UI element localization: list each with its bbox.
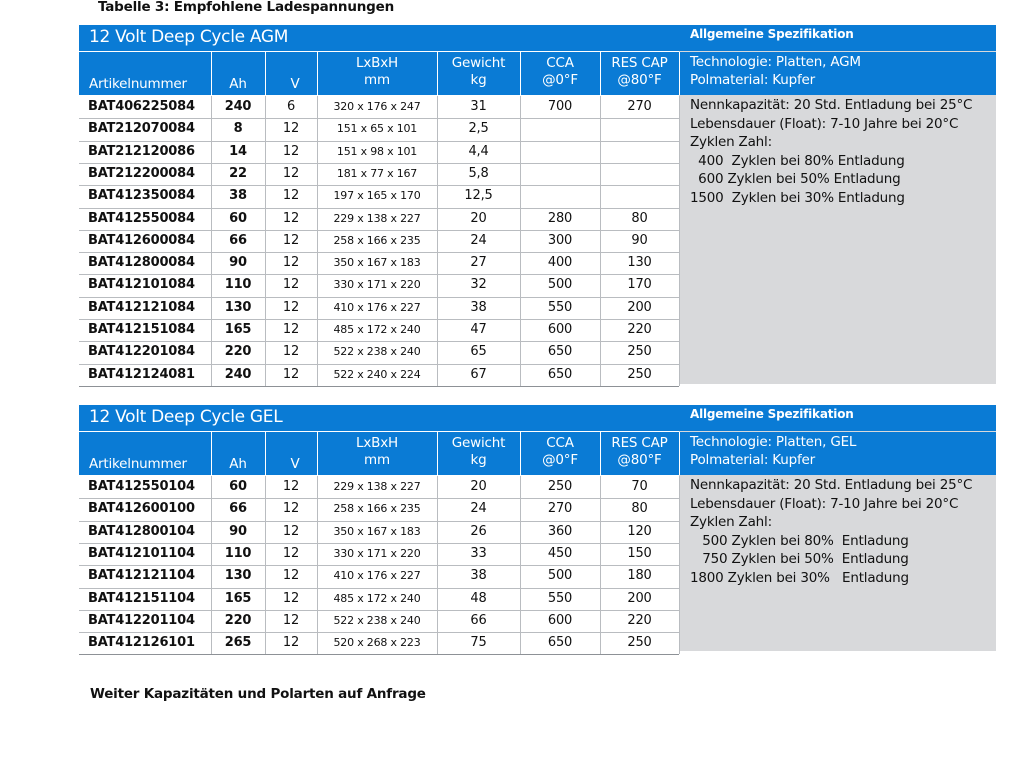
cell-v: 12 xyxy=(282,366,300,382)
cell-v: 12 xyxy=(282,523,300,539)
table-row xyxy=(79,297,679,319)
cell-weight: 24 xyxy=(470,501,487,517)
spec-line: 500 Zyklen bei 80% Entladung xyxy=(690,532,909,549)
header-divider xyxy=(679,52,680,95)
cell-rescap: 200 xyxy=(627,299,652,315)
cell-weight: 4,4 xyxy=(468,143,489,159)
cell-artikel: BAT412201104 xyxy=(88,612,195,628)
gel-technology xyxy=(690,433,856,469)
header-divider xyxy=(211,432,212,475)
row-divider xyxy=(79,141,679,142)
cell-rescap: 270 xyxy=(627,99,652,114)
gel-header-row xyxy=(79,432,996,475)
cell-rescap: 250 xyxy=(627,344,652,360)
cell-ah: 8 xyxy=(233,121,243,137)
cell-artikel: BAT212200084 xyxy=(88,165,195,181)
cell-dims: 485 x 172 x 240 xyxy=(333,591,421,605)
gel-pole-line: Polmaterial: Kupfer xyxy=(690,452,815,468)
cell-dims: 350 x 167 x 183 xyxy=(333,256,421,270)
spec-line: 400 Zyklen bei 80% Entladung xyxy=(690,152,905,169)
cell-cca xyxy=(520,185,600,207)
table-row xyxy=(79,185,679,207)
column-divider xyxy=(317,96,318,386)
cell-ah: 90 xyxy=(229,255,247,271)
spec-line: Zyklen Zahl: xyxy=(690,134,772,150)
spec-line: Lebensdauer (Float): 7-10 Jahre bei 20°C xyxy=(690,495,959,512)
cell-dims: 520 x 268 x 223 xyxy=(333,636,421,650)
header-divider xyxy=(520,432,521,475)
cell-rescap xyxy=(600,118,679,140)
cell-cca xyxy=(520,118,600,140)
cell-ah: 110 xyxy=(224,277,252,293)
cell-dims: 330 x 171 x 220 xyxy=(333,546,421,560)
cell-rescap: 220 xyxy=(627,322,652,337)
cell-artikel: BAT412350084 xyxy=(88,188,195,204)
agm-table xyxy=(79,25,996,384)
column-divider xyxy=(437,96,438,386)
cell-artikel: BAT412201084 xyxy=(88,344,195,360)
col-header-ah: Ah xyxy=(229,456,247,472)
cell-rescap xyxy=(600,185,679,207)
cell-artikel: BAT412101084 xyxy=(88,277,195,293)
cell-v: 12 xyxy=(282,322,300,337)
cell-dims: 485 x 172 x 240 xyxy=(333,323,421,336)
agm-technology-line: Technologie: Platten, AGM xyxy=(690,54,861,70)
cell-cca: 400 xyxy=(547,255,573,271)
cell-weight: 31 xyxy=(470,99,487,114)
row-divider xyxy=(79,274,679,275)
row-divider xyxy=(79,208,679,209)
cell-v: 12 xyxy=(282,568,300,584)
cell-v: 12 xyxy=(282,255,300,271)
cell-weight: 38 xyxy=(470,568,487,584)
cell-cca: 500 xyxy=(547,568,573,584)
table-row xyxy=(79,632,679,654)
cell-v: 12 xyxy=(282,590,300,606)
cell-rescap: 80 xyxy=(631,501,648,517)
table-row xyxy=(79,341,679,363)
cell-cca: 600 xyxy=(547,322,573,337)
row-divider xyxy=(79,319,679,320)
cell-weight: 5,8 xyxy=(468,165,489,181)
cell-artikel: BAT412600100 xyxy=(88,501,195,517)
row-divider xyxy=(79,521,679,522)
cell-cca: 550 xyxy=(547,299,573,315)
spec-line: 750 Zyklen bei 50% Entladung xyxy=(690,551,909,567)
cell-artikel: BAT412121104 xyxy=(88,568,195,584)
cell-weight: 47 xyxy=(470,322,487,337)
table-row xyxy=(79,364,679,386)
column-divider xyxy=(317,476,318,654)
cell-rescap: 250 xyxy=(627,635,652,651)
header-divider xyxy=(520,52,521,95)
column-divider xyxy=(437,476,438,654)
cell-dims: 522 x 238 x 240 xyxy=(333,345,421,359)
cell-dims: 229 x 138 x 227 xyxy=(333,211,421,225)
cell-cca: 700 xyxy=(547,99,573,114)
table-row xyxy=(79,543,679,565)
cell-rescap: 200 xyxy=(627,590,652,606)
row-divider xyxy=(79,252,679,253)
cell-dims: 229 x 138 x 227 xyxy=(333,480,421,493)
cell-rescap: 70 xyxy=(631,479,648,494)
cell-cca: 500 xyxy=(547,277,573,293)
cell-dims: 410 x 176 x 227 xyxy=(333,300,421,314)
cell-cca xyxy=(520,141,600,163)
cell-artikel: BAT412121084 xyxy=(88,299,195,315)
cell-rescap: 170 xyxy=(627,277,652,293)
agm-title: 12 Volt Deep Cycle AGM xyxy=(89,27,289,47)
cell-weight: 67 xyxy=(470,366,487,382)
column-divider xyxy=(679,96,680,386)
cell-artikel: BAT412101104 xyxy=(88,545,195,561)
cell-artikel: BAT412151084 xyxy=(88,322,195,337)
cell-weight: 38 xyxy=(470,299,487,315)
cell-v: 12 xyxy=(282,299,300,315)
cell-dims: 151 x 65 x 101 xyxy=(336,122,418,136)
gel-title: 12 Volt Deep Cycle GEL xyxy=(89,407,283,427)
row-divider xyxy=(79,498,679,499)
agm-spec-title: Allgemeine Spezifikation xyxy=(690,27,854,41)
col-header-artikel: Artikelnummer xyxy=(89,456,187,472)
cell-v: 12 xyxy=(282,188,300,204)
gel-technology-line: Technologie: Platten, GEL xyxy=(690,434,857,450)
table-row xyxy=(79,96,679,118)
cell-artikel: BAT212120086 xyxy=(88,143,195,159)
cell-dims: 522 x 240 x 224 xyxy=(333,367,421,381)
row-divider xyxy=(79,341,679,342)
row-divider xyxy=(79,543,679,544)
cell-ah: 66 xyxy=(229,232,247,248)
gel-spec-title: Allgemeine Spezifikation xyxy=(690,407,854,421)
cell-v: 12 xyxy=(282,635,300,651)
cell-ah: 265 xyxy=(224,635,252,651)
cell-v: 12 xyxy=(282,232,300,248)
cell-weight: 20 xyxy=(470,210,487,226)
spec-line: 1500 Zyklen bei 30% Entladung xyxy=(690,189,905,206)
header-divider xyxy=(265,52,266,95)
column-divider xyxy=(520,96,521,386)
cell-v: 12 xyxy=(282,344,300,360)
col-header-weight: Gewicht kg xyxy=(451,55,506,88)
table-row xyxy=(79,565,679,587)
cell-rescap: 220 xyxy=(627,612,652,628)
cell-cca: 600 xyxy=(547,612,573,628)
table-row xyxy=(79,274,679,296)
cell-weight: 32 xyxy=(470,277,487,293)
cell-cca xyxy=(520,163,600,185)
table-row xyxy=(79,118,679,140)
gel-table xyxy=(79,405,996,651)
cell-ah: 220 xyxy=(224,612,252,628)
cell-cca: 360 xyxy=(547,523,573,539)
cell-v: 12 xyxy=(282,121,300,137)
cell-ah: 22 xyxy=(229,165,247,181)
header-divider xyxy=(265,432,266,475)
table-row xyxy=(79,498,679,520)
gel-title-bar xyxy=(79,405,996,431)
cell-rescap: 80 xyxy=(631,210,648,226)
cell-weight: 20 xyxy=(470,479,487,494)
col-header-rescap: RES CAP @80°F xyxy=(611,55,668,88)
cell-rescap: 90 xyxy=(631,232,648,248)
header-divider xyxy=(437,432,438,475)
cell-dims: 197 x 165 x 170 xyxy=(333,189,421,203)
row-divider xyxy=(79,364,679,365)
cell-ah: 240 xyxy=(224,99,252,114)
cell-v: 12 xyxy=(282,165,300,181)
cell-artikel: BAT412800084 xyxy=(88,255,195,271)
cell-v: 12 xyxy=(282,277,300,293)
column-divider xyxy=(265,96,266,386)
table-row xyxy=(79,521,679,543)
cell-dims: 522 x 238 x 240 xyxy=(333,613,421,627)
cell-rescap: 180 xyxy=(627,568,652,584)
cell-dims: 410 x 176 x 227 xyxy=(333,569,421,583)
table-bottom-border xyxy=(79,654,679,655)
row-divider xyxy=(79,610,679,611)
row-divider xyxy=(79,588,679,589)
column-divider xyxy=(600,476,601,654)
table-bottom-border xyxy=(79,386,679,387)
cell-dims: 330 x 171 x 220 xyxy=(333,278,421,292)
header-divider xyxy=(317,432,318,475)
spec-line: Lebensdauer (Float): 7-10 Jahre bei 20°C xyxy=(690,115,959,132)
cell-ah: 130 xyxy=(224,568,252,584)
agm-title-bar xyxy=(79,25,996,51)
cell-artikel: BAT212070084 xyxy=(88,121,195,137)
spec-line: Nennkapazität: 20 Std. Entladung bei 25°C xyxy=(690,97,973,113)
col-header-weight: Gewicht kg xyxy=(451,435,506,468)
cell-cca: 550 xyxy=(547,590,573,606)
column-divider xyxy=(600,96,601,386)
cell-cca: 270 xyxy=(547,501,573,517)
table-row xyxy=(79,319,679,341)
cell-v: 12 xyxy=(282,545,300,561)
gel-spec-text xyxy=(690,476,972,587)
row-divider xyxy=(79,297,679,298)
cell-v: 6 xyxy=(286,99,296,114)
cell-ah: 220 xyxy=(224,344,252,360)
cell-cca: 450 xyxy=(547,545,573,561)
spec-line: 600 Zyklen bei 50% Entladung xyxy=(690,171,901,187)
agm-technology xyxy=(690,53,861,89)
col-header-v: V xyxy=(290,76,300,92)
cell-weight: 27 xyxy=(470,255,487,271)
table-row xyxy=(79,163,679,185)
cell-artikel: BAT412124081 xyxy=(88,366,195,382)
cell-cca: 650 xyxy=(547,635,573,651)
cell-rescap: 120 xyxy=(627,523,652,539)
cell-weight: 66 xyxy=(470,612,487,628)
cell-dims: 350 x 167 x 183 xyxy=(333,524,421,538)
cell-weight: 2,5 xyxy=(468,121,489,137)
cell-weight: 24 xyxy=(470,232,487,248)
col-header-cca: CCA @0°F xyxy=(542,55,578,88)
table-row xyxy=(79,588,679,610)
cell-rescap: 250 xyxy=(627,366,652,382)
header-divider xyxy=(600,52,601,95)
cell-cca: 280 xyxy=(547,210,573,226)
cell-artikel: BAT412550104 xyxy=(88,479,195,494)
cell-ah: 38 xyxy=(229,188,247,204)
cell-ah: 130 xyxy=(224,299,252,315)
cell-rescap: 130 xyxy=(627,255,652,271)
cell-weight: 48 xyxy=(470,590,487,606)
cell-ah: 90 xyxy=(229,523,247,539)
cell-weight: 75 xyxy=(470,635,487,651)
cell-ah: 60 xyxy=(229,479,247,494)
row-divider xyxy=(79,163,679,164)
cell-v: 12 xyxy=(282,479,300,494)
agm-spec-text xyxy=(690,96,972,207)
cell-cca: 650 xyxy=(547,366,573,382)
cell-artikel: BAT412550084 xyxy=(88,210,195,226)
cell-ah: 14 xyxy=(229,143,247,159)
cell-weight: 12,5 xyxy=(464,188,493,204)
row-divider xyxy=(79,118,679,119)
table-row xyxy=(79,141,679,163)
table-row xyxy=(79,476,679,498)
table-row xyxy=(79,230,679,252)
header-divider xyxy=(317,52,318,95)
cell-rescap xyxy=(600,163,679,185)
cell-weight: 26 xyxy=(470,523,487,539)
agm-pole-line: Polmaterial: Kupfer xyxy=(690,72,815,88)
cell-artikel: BAT412600084 xyxy=(88,232,195,248)
cell-ah: 60 xyxy=(229,210,247,226)
cell-dims: 320 x 176 x 247 xyxy=(333,100,421,113)
cell-dims: 151 x 98 x 101 xyxy=(336,144,418,158)
header-divider xyxy=(600,432,601,475)
column-divider xyxy=(211,476,212,654)
cell-v: 12 xyxy=(282,143,300,159)
table-row xyxy=(79,610,679,632)
col-header-v: V xyxy=(290,456,300,472)
col-header-dims: LxBxH mm xyxy=(356,435,398,468)
header-divider xyxy=(679,432,680,475)
cell-cca: 250 xyxy=(547,479,573,494)
column-divider xyxy=(211,96,212,386)
column-divider xyxy=(265,476,266,654)
header-divider xyxy=(437,52,438,95)
cell-artikel: BAT412126101 xyxy=(88,635,195,651)
spec-line: Zyklen Zahl: xyxy=(690,514,772,530)
column-divider xyxy=(520,476,521,654)
cell-artikel: BAT412151104 xyxy=(88,590,195,606)
cell-v: 12 xyxy=(282,501,300,517)
spec-line: Nennkapazität: 20 Std. Entladung bei 25°C xyxy=(690,477,973,493)
cell-ah: 66 xyxy=(229,501,247,517)
table-caption: Tabelle 3: Empfohlene Ladespannungen xyxy=(98,0,394,15)
col-header-ah: Ah xyxy=(229,76,247,92)
cell-ah: 240 xyxy=(224,366,252,382)
cell-ah: 165 xyxy=(224,590,252,606)
cell-rescap: 150 xyxy=(627,545,652,561)
row-divider xyxy=(79,632,679,633)
cell-ah: 165 xyxy=(224,322,252,337)
col-header-cca: CCA @0°F xyxy=(542,435,578,468)
row-divider xyxy=(79,230,679,231)
agm-header-row xyxy=(79,52,996,95)
cell-weight: 33 xyxy=(470,545,487,561)
cell-rescap xyxy=(600,141,679,163)
cell-ah: 110 xyxy=(224,545,252,561)
header-divider xyxy=(211,52,212,95)
footnote: Weiter Kapazitäten und Polarten auf Anfrage xyxy=(90,686,426,702)
column-divider xyxy=(679,476,680,654)
table-row xyxy=(79,252,679,274)
cell-dims: 258 x 166 x 235 xyxy=(333,502,421,516)
cell-v: 12 xyxy=(282,210,300,226)
row-divider xyxy=(79,565,679,566)
cell-weight: 65 xyxy=(470,344,487,360)
col-header-rescap: RES CAP @80°F xyxy=(611,435,668,468)
row-divider xyxy=(79,185,679,186)
cell-dims: 258 x 166 x 235 xyxy=(333,233,421,247)
cell-cca: 650 xyxy=(547,344,573,360)
col-header-artikel: Artikelnummer xyxy=(89,76,187,92)
table-row xyxy=(79,208,679,230)
col-header-dims: LxBxH mm xyxy=(356,55,398,88)
cell-v: 12 xyxy=(282,612,300,628)
cell-dims: 181 x 77 x 167 xyxy=(336,166,418,180)
cell-artikel: BAT412800104 xyxy=(88,523,195,539)
cell-artikel: BAT406225084 xyxy=(88,99,195,114)
spec-line: 1800 Zyklen bei 30% Entladung xyxy=(690,569,909,586)
cell-cca: 300 xyxy=(547,232,573,248)
